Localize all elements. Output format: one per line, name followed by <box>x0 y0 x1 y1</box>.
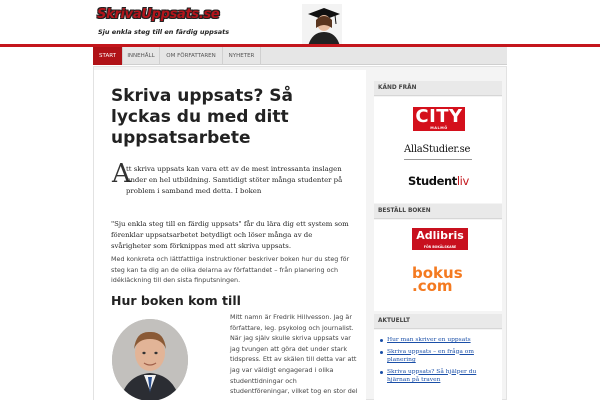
sidebar <box>374 81 504 400</box>
graduate-icon <box>302 4 342 46</box>
studentliv-logo-a: Student <box>408 174 457 188</box>
adlibris-logo-sub: FÖR BOKÄLSKARE <box>423 245 457 249</box>
main-content <box>94 70 366 400</box>
news-link-3-label: Skriva uppsats? Så hjälper du hjärnan på traven <box>387 368 477 383</box>
news-link-1[interactable] <box>380 336 498 345</box>
news-link-2[interactable] <box>380 348 498 365</box>
adlibris-logo-text: Adlibris <box>416 229 464 242</box>
studentliv-logo-b: liv <box>456 174 469 188</box>
news-link-1-label: Hur man skriver en uppsats <box>387 337 471 343</box>
body-paragraph: Med konkreta och lättfattliga instruktioner beskriver boken hur du steg för steg kan ta dig an de olika delarna av författandet – från planering och idékläckning till den sista finputsningen. <box>111 255 350 285</box>
site-logo[interactable] <box>94 4 248 42</box>
author-bio: Mitt namn är Fredrik Hillvesson. Jag är författare, leg. psykolog och journalist. När jag själv skulle skriva uppsats var jag tvungen att göra det under stark tidspress. Ett av skälen till detta var att jag var väldigt engagerad i olika studenttidningar och studentföreningar, vilket tog en stor del <box>230 313 358 396</box>
bullet-icon <box>380 339 383 342</box>
allastudier-underline <box>404 159 472 160</box>
order-heading: BESTÄLL BOKEN <box>374 204 502 219</box>
author-photo-icon <box>112 319 188 400</box>
news-link-2-label: Skriva uppsats – en fråga om planering <box>387 348 474 363</box>
news-link-3[interactable] <box>380 368 498 385</box>
adlibris-logo[interactable] <box>412 228 468 250</box>
known-from-heading: KÄND FRÅN <box>374 81 502 96</box>
bokus-logo-b: .com <box>412 277 453 295</box>
nav-item-nyheter[interactable]: NYHETER <box>223 47 261 65</box>
main-navigation <box>0 44 600 65</box>
section-heading: Hur boken kom till <box>111 293 241 308</box>
bullet-icon <box>380 351 383 354</box>
drop-cap: A <box>112 159 131 189</box>
studentliv-logo[interactable] <box>408 174 469 188</box>
nav-item-innehall[interactable]: INNEHÅLL <box>123 47 160 65</box>
nav-item-om-forfattaren[interactable]: OM FÖRFATTAREN <box>160 47 223 65</box>
nav-item-start[interactable]: START <box>93 47 123 65</box>
city-logo-text: CITY <box>415 106 463 127</box>
news-heading: AKTUELLT <box>374 314 502 329</box>
bokus-logo[interactable] <box>412 264 463 295</box>
city-malmo-logo[interactable] <box>413 107 465 131</box>
intro-paragraph-lead: tt skriva uppsats kan vara ett av de mest intressanta inslagen under en hel utbildning. Samtidigt stöter många studenter på problem i samband med detta. I boken <box>126 165 343 196</box>
news-list <box>380 336 498 388</box>
nav-track <box>93 47 507 65</box>
intro-paragraph-rest: "Sju enkla steg till en färdig uppsats" får du lära dig ett system som förenklar uppsatsarbetet betydligt och löser många av de svårigheter som förknippas med att skriva uppsats. <box>111 220 349 251</box>
site-header <box>0 0 600 44</box>
city-logo-sub: MALMÖ <box>430 126 448 130</box>
bullet-icon <box>380 371 383 374</box>
page-title: Skriva uppsats? Så lyckas du med ditt uppsatsarbete <box>111 86 294 148</box>
author-portrait <box>112 319 188 400</box>
bokus-logo-a: bokus <box>412 264 463 282</box>
allastudier-logo[interactable]: AllaStudier.se <box>404 144 471 155</box>
logo-tagline: Sju enkla steg till en färdig uppsats <box>98 28 230 36</box>
logo-text: SkrivaUppsats.se <box>97 7 220 22</box>
